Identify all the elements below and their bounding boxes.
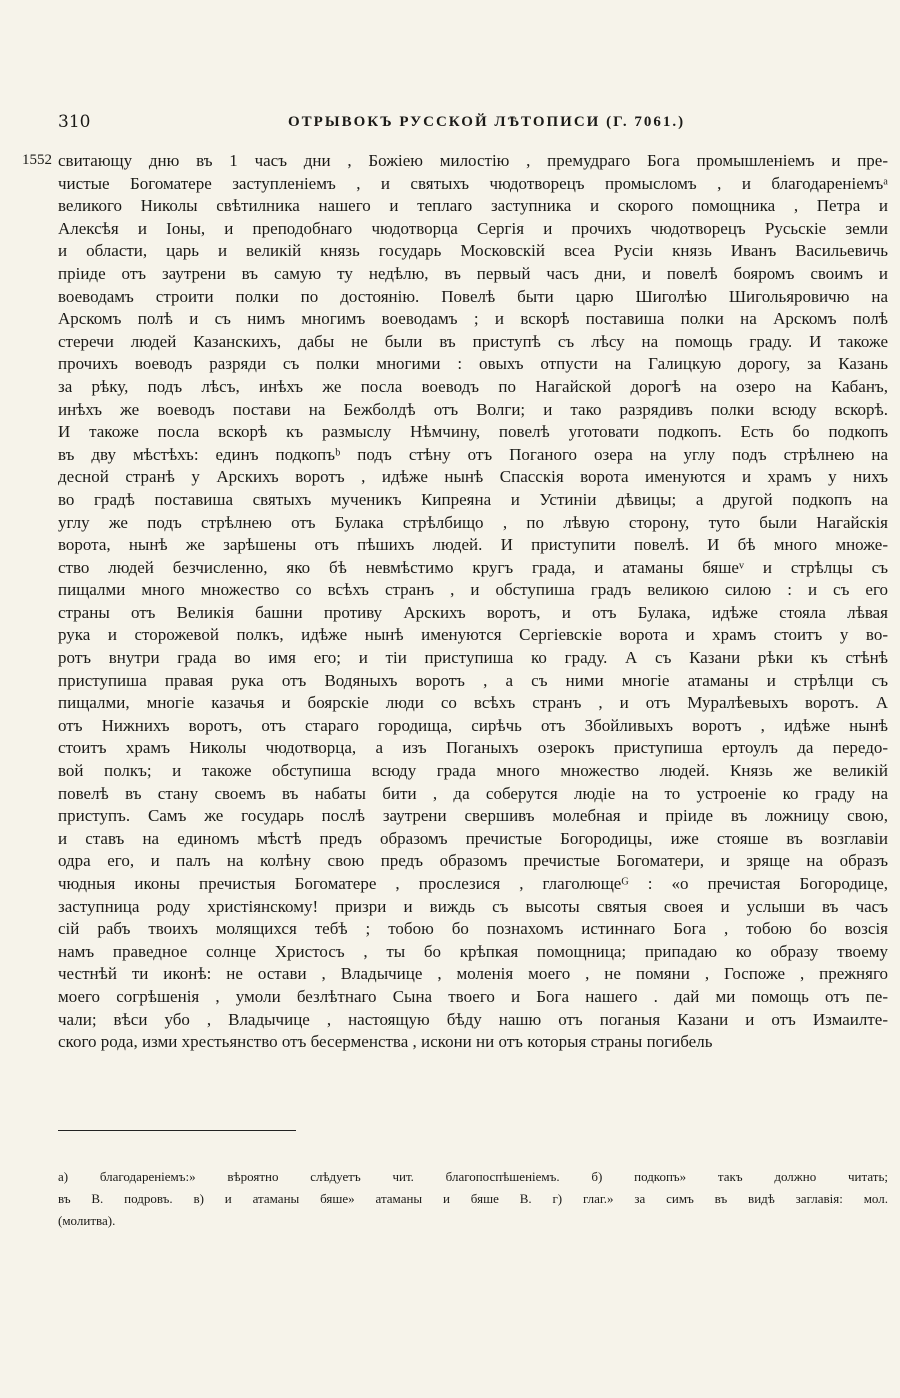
body-line: чистые Богоматере заступленіемъ , и святыхъ чюдотворецъ промысломъ , и благодареніемъᵃ <box>58 173 888 193</box>
body-line: и области, царь и великій князь государь Московскій всеа Русіи князь Иванъ Васильевичь <box>58 241 888 261</box>
body-line: И такоже посла вскорѣ къ размыслу Нѣмчину, повелѣ уготовати подкопъ. Есть бо подкопъ <box>58 422 888 442</box>
body-line: приступъ. Самъ же государь послѣ заутрени свершивъ молебная и пріиде въ ложницу свою, <box>58 806 888 826</box>
body-line: пищалми много множество со всѣхъ странъ , и обступиша градъ великою силою : и съ его <box>58 580 888 600</box>
body-line: чали; вѣси убо , Владычице , настоящую бѣду нашю отъ поганыя Казани и отъ Измаилте- <box>58 1009 888 1029</box>
body-line: ротъ внутри града во имя его; и тіи приступиша ко граду. А съ Казани рѣки къ стѣнѣ <box>58 648 888 668</box>
body-line: намъ праведное солнце Христосъ , ты бо крѣпкая помощница; припадаю ко образу твоему <box>58 941 888 961</box>
body-line: ство людей безчисленно, яко бѣ невмѣстимо кругъ града, и атаманы бяшеᵛ и стрѣлцы съ <box>58 557 888 577</box>
body-line: моего согрѣшенія , умоли безлѣтнаго Сына твоего и Бога нашего . дай ми помощь отъ пе- <box>58 986 888 1006</box>
body-line: ского рода, изми хрестьянство отъ бесерменства , искони ни отъ которыя страны погибель <box>58 1032 713 1052</box>
body-line: повелѣ въ стану своемъ въ набаты бити , да соберутся людіе на то устроеніе ко граду на <box>58 783 888 803</box>
margin-year: 1552 <box>22 152 52 168</box>
body-line: во градѣ поставиша святыхъ мученикъ Кипреяна и Устиніи дѣвицы; а другой подкопъ на <box>58 489 888 509</box>
body-line: вой полкъ; и такоже обступиша всюду града много множество людей. Князь же великій <box>58 761 888 781</box>
footnote-line: (молитва). <box>58 1213 116 1228</box>
body-line: рука и сторожевой полкъ, идѣже нынѣ именуются Сергіевскіе ворота и храмъ стоитъ у во- <box>58 625 888 645</box>
body-text <box>58 150 888 1054</box>
running-head: ОТРЫВОКЪ РУССКОЙ ЛѢТОПИСИ (Г. 7061.) <box>288 114 686 130</box>
footnote-line: а) благодареніемъ:» вѣроятно слѣдуетъ чит. благопоспѣшеніемъ. б) подкопъ» такъ должно читать; <box>58 1169 888 1184</box>
body-line: ворота, нынѣ же зарѣшены отъ пѣшихъ людей. И приступити повелѣ. И бѣ много множе- <box>58 535 888 555</box>
body-line: свитающу дню въ 1 часъ дни , Божіею милостію , премудраго Бога промышленіемъ и пре- <box>58 151 888 170</box>
body-line: великого Николы свѣтилника нашего и теплаго заступника и скорого помощника , Петра и <box>58 196 888 216</box>
body-line: честнѣй ти иконѣ: не остави , Владычице , моленія моего , не помяни , Госпоже , прежняго <box>58 964 888 984</box>
body-line: приступиша правая рука отъ Водяныхъ воротъ , а съ ними многіе атаманы и стрѣлци съ <box>58 670 888 690</box>
body-line: стоитъ храмъ Николы чюдотворца, а изъ Поганыхъ озерокъ приступиша ертоулъ да передо- <box>58 738 888 758</box>
body-line: воеводамъ строити полки по достоянію. Повелѣ быти царю Шиголѣю Шигольяровичю на <box>58 286 888 306</box>
body-line: и ставъ на единомъ мѣстѣ предъ образомъ пречистые Богородицы, иже стояше въ возглавіи <box>58 828 888 848</box>
body-line: въ дву мѣстѣхъ: единъ подкопъᵇ подъ стѣну отъ Поганого озера на углу подъ стрѣлнею на <box>58 444 888 464</box>
footnote-line: въ В. подровъ. в) и атаманы бяше» атаманы и бяше В. г) глаг.» за симъ въ видѣ заглавія: мол. <box>58 1191 888 1206</box>
page-header <box>58 112 888 136</box>
body-line: сій рабъ твоихъ молящихся тебѣ ; тобою бо познахомъ истиннаго Бога , тобою бо возсія <box>58 919 888 939</box>
body-line: за рѣку, подъ лѣсъ, инѣхъ же посла воеводъ по Нагайской дорогѣ на озеро на Кабанъ, <box>58 376 888 396</box>
page-number: 310 <box>58 112 91 132</box>
body-line: десной странѣ у Арскихъ воротъ , идѣже нынѣ Спасскія ворота именуются и храмъ у нихъ <box>58 467 888 487</box>
body-line: инѣхъ же воеводъ постави на Бежболдѣ отъ Волги; и тако разрядивъ полки всюду вскорѣ. <box>58 399 888 419</box>
body-line: чюдныя иконы пречистыя Богоматере , прослезися , глаголющеᴳ : «о пречистая Богородице, <box>58 874 888 893</box>
footnote-rule <box>58 1130 296 1131</box>
body-line: отъ Нижнихъ воротъ, отъ стараго городища, сирѣчь отъ Збойливыхъ воротъ , идѣже нынѣ <box>58 715 888 735</box>
body-line: заступница роду христіянскому! призри и виждь съ высоты святыя своея и услыши въ часъ <box>58 896 888 916</box>
body-line: Арскомъ полѣ и съ нимъ многимъ воеводамъ ; и вскорѣ поставиша полки на Арскомъ полѣ <box>58 309 888 329</box>
body-line: Алексѣя и Іоны, и преподобнаго чюдотворца Сергія и прочихъ чюдотворецъ Русьскіе земли <box>58 218 888 238</box>
footnotes <box>58 1166 888 1232</box>
body-line: пищалми, многіе казачья и боярскіе люди со всѣхъ странъ , и отъ Муралѣевыхъ воротъ. А <box>58 693 888 713</box>
body-line: углу же подъ стрѣлнею отъ Булака стрѣлбищо , по лѣвую сторону, туто были Нагайскія <box>58 512 888 532</box>
body-line: стеречи людей Казанскихъ, дабы не были въ приступѣ съ лѣсу на помощь граду. И такоже <box>58 331 888 351</box>
body-line: страны отъ Великія башни противу Арскихъ воротъ, и отъ Булака, идѣже стояла лѣвая <box>58 602 888 622</box>
body-line: прочихъ воеводъ разряди съ полки многими : овыхъ отпусти на Галицкую дорогу, за Казань <box>58 354 888 374</box>
body-line: одра его, и палъ на колѣну свою предъ образомъ пречистые Богоматери, и зряще на образъ <box>58 851 888 871</box>
body-line: пріиде отъ заутрени въ самую ту недѣлю, въ первый часъ дни, и повелѣ бояромъ своимъ и <box>58 263 888 283</box>
